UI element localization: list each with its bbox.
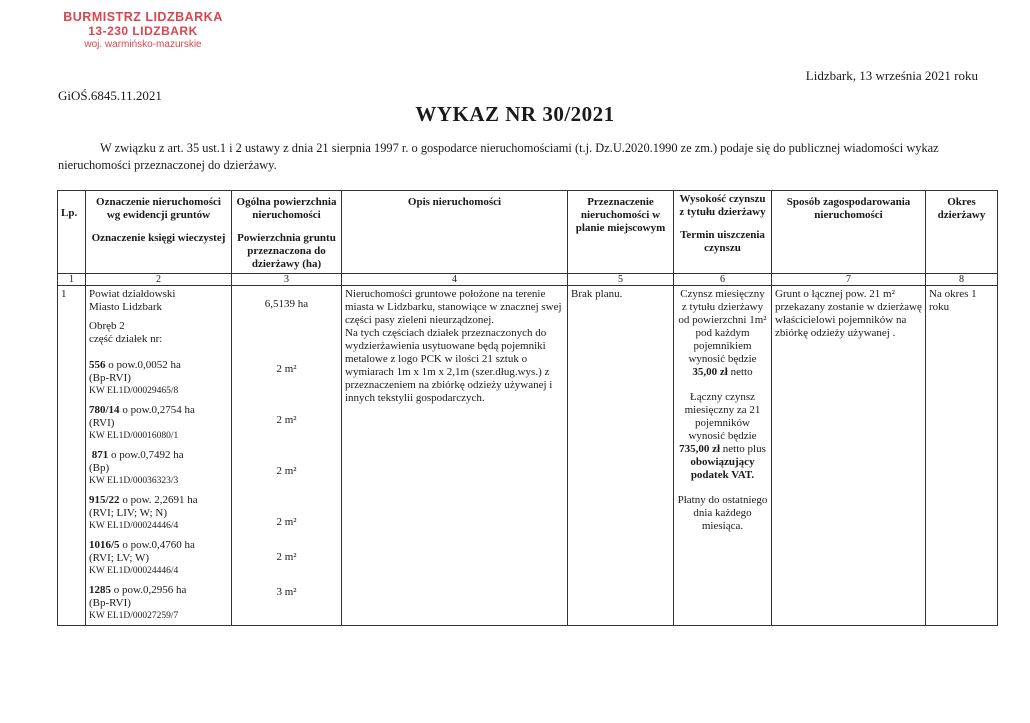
location-town: Miasto Lidzbark	[89, 301, 163, 313]
parcel-item	[89, 539, 228, 578]
parcel-class: (Bp-RVI)	[89, 597, 131, 609]
header-parcel	[86, 191, 232, 274]
lease-area: 2 m²	[276, 551, 297, 563]
plan-cell: Brak planu.	[568, 286, 674, 626]
rent-text: Czynsz miesięczny z tytułu dzierżawy od powierzchni 1m² pod każdym pojemnikiem wynosić będzie	[678, 288, 767, 365]
parcel-kw: KW EL1D/00016080/1	[89, 431, 179, 441]
description-paragraph: Na tych częściach działek przeznaczonych do wydzierżawienia usytuowane będą pojemniki metalowe z logo PCK w ilości 21 sztuk o wymiarach 1m x 1m x 2,1m (szer.dług.wys.) z przeznaczeniem na zbiórkę odzieży używanej i innych tekstylii gospodarczych.	[345, 327, 553, 404]
rent-suffix: netto	[730, 366, 753, 378]
lease-area: 2 m²	[276, 465, 297, 477]
period-cell: Na okres 1 roku	[926, 286, 998, 626]
reference-number: GiOŚ.6845.11.2021	[58, 88, 162, 103]
header-lp: Lp.	[58, 191, 86, 274]
description-paragraph: Nieruchomości gruntowe położone na terenie miasta w Lidzbarku, stanowiące w znacznej swej części pasy zieleni nieurządzonej.	[345, 288, 562, 326]
header-use	[772, 191, 926, 274]
column-number: 7	[772, 274, 926, 286]
column-number: 1	[58, 274, 86, 286]
use-cell: Grunt o łącznej pow. 21 m² przekazany zostanie w dzierżawę właścicielowi pojemników na zbiórkę odzieży używanej .	[772, 286, 926, 626]
stamp-line-1: BURMISTRZ LIDZBARKA	[63, 10, 223, 24]
column-number: 6	[674, 274, 772, 286]
parcel-number: 1285	[89, 584, 111, 596]
intro-paragraph: W związku z art. 35 ust.1 i 2 ustawy z dnia 21 sierpnia 1997 r. o gospodarce nieruchomościami (t.j. Dz.U.2020.1990 ze zm.) podaje się do publicznej wiadomości wykaz nieruchomości przeznaczonej do dzierżawy.	[58, 141, 939, 172]
rent-total-text: Łączny czynsz miesięczny za 21 pojemników wynosić będzie	[684, 391, 761, 442]
parcel-item	[89, 449, 228, 488]
header-plan	[568, 191, 674, 274]
rent-total-suffix: netto plus	[722, 443, 766, 455]
parcel-number: 915/22	[89, 494, 120, 506]
rent-total-block	[677, 391, 768, 482]
parcel-cell	[86, 286, 232, 626]
header-description-text: Opis nieruchomości	[407, 196, 502, 208]
lease-area: 2 m²	[276, 414, 297, 426]
parcel-kw: KW EL1D/00036323/3	[89, 476, 179, 486]
parcel-kw: KW EL1D/00027259/7	[89, 611, 179, 621]
rent-value: 35,00 zł	[692, 366, 728, 378]
header-rent-term: Termin uiszczenia czynszu	[680, 229, 765, 254]
header-total-area: Ogólna powierzchnia nieruchomości	[236, 196, 337, 221]
document-date: Lidzbark, 13 września 2021 roku	[805, 68, 978, 83]
parcel-class: (Bp-RVI)	[89, 372, 131, 384]
rent-total-value: 735,00 zł	[679, 443, 721, 455]
table-row	[58, 286, 998, 626]
property-table	[57, 190, 998, 626]
parcel-area: o pow.0,2754 ha	[122, 404, 195, 416]
column-numbers-row	[58, 274, 998, 286]
header-parcel-title: Oznaczenie nieruchomości wg ewidencji gruntów	[96, 196, 221, 221]
lease-area: 3 m²	[276, 586, 297, 598]
row-lp: 1	[58, 286, 86, 626]
parcel-area: o pow.0,7492 ha	[111, 449, 184, 461]
parcel-area: o pow.0,0052 ha	[108, 359, 181, 371]
payment-term: Płatny do ostatniego dnia każdego miesiąca.	[677, 494, 768, 532]
rent-block	[677, 288, 768, 379]
parcel-item	[89, 404, 228, 443]
lease-area: 2 m²	[276, 516, 297, 528]
parcel-class: (RVI)	[89, 417, 115, 429]
parcel-number: 1016/5	[89, 539, 120, 551]
rent-cell	[674, 286, 772, 626]
lease-area: 2 m²	[276, 363, 297, 375]
column-number: 8	[926, 274, 998, 286]
precinct: Obręb 2	[89, 320, 125, 332]
parcel-number: 871	[91, 449, 109, 461]
header-area	[232, 191, 342, 274]
header-period-text: Okres dzierżawy	[937, 196, 986, 221]
header-period	[926, 191, 998, 274]
parcel-item	[89, 494, 228, 533]
parcel-area: o pow.0,2956 ha	[113, 584, 187, 596]
parcel-area: o pow. 2,2691 ha	[122, 494, 198, 506]
header-plan-text: Przeznaczenie nieruchomości w planie miejscowym	[575, 196, 666, 234]
header-description	[342, 191, 568, 274]
column-number: 5	[568, 274, 674, 286]
description-cell	[342, 286, 568, 626]
document-title: WYKAZ NR 30/2021	[415, 102, 615, 126]
header-rent-amount: Wysokość czynszu z tytułu dzierżawy	[679, 193, 766, 218]
office-stamp	[48, 10, 238, 52]
column-number: 4	[342, 274, 568, 286]
parcel-item	[89, 359, 228, 398]
header-lease-area: Powierzchnia gruntu przeznaczona do dzierżawy (ha)	[237, 232, 336, 270]
parcel-number: 556	[89, 359, 106, 371]
parcel-item	[89, 584, 228, 623]
column-number: 3	[232, 274, 342, 286]
parcel-number: 780/14	[89, 404, 120, 416]
header-row	[58, 191, 998, 274]
parcel-kw: KW EL1D/00029465/8	[89, 386, 179, 396]
parcel-area: o pow.0,4760 ha	[122, 539, 195, 551]
parcel-class: (Bp)	[89, 462, 110, 474]
header-rent	[674, 191, 772, 274]
parcel-class: (RVI; LIV; W; N)	[89, 507, 168, 519]
location-county: Powiat działdowski	[89, 288, 176, 300]
parcel-parts-label: część działek nr:	[89, 333, 163, 345]
stamp-line-3: woj. warmińsko-mazurskie	[84, 39, 202, 50]
parcel-kw: KW EL1D/00024446/4	[89, 521, 179, 531]
header-use-text: Sposób zagospodarowania nieruchomości	[786, 196, 911, 221]
parcel-kw: KW EL1D/00024446/4	[89, 566, 179, 576]
total-area: 6,5139 ha	[264, 298, 309, 310]
vat-note: obowiązujący podatek VAT.	[690, 456, 755, 481]
parcel-class: (RVI; LV; W)	[89, 552, 150, 564]
column-number: 2	[86, 274, 232, 286]
header-kw-title: Oznaczenie księgi wieczystej	[91, 232, 226, 244]
stamp-line-2: 13-230 LIDZBARK	[88, 24, 198, 38]
area-cell	[232, 286, 342, 626]
